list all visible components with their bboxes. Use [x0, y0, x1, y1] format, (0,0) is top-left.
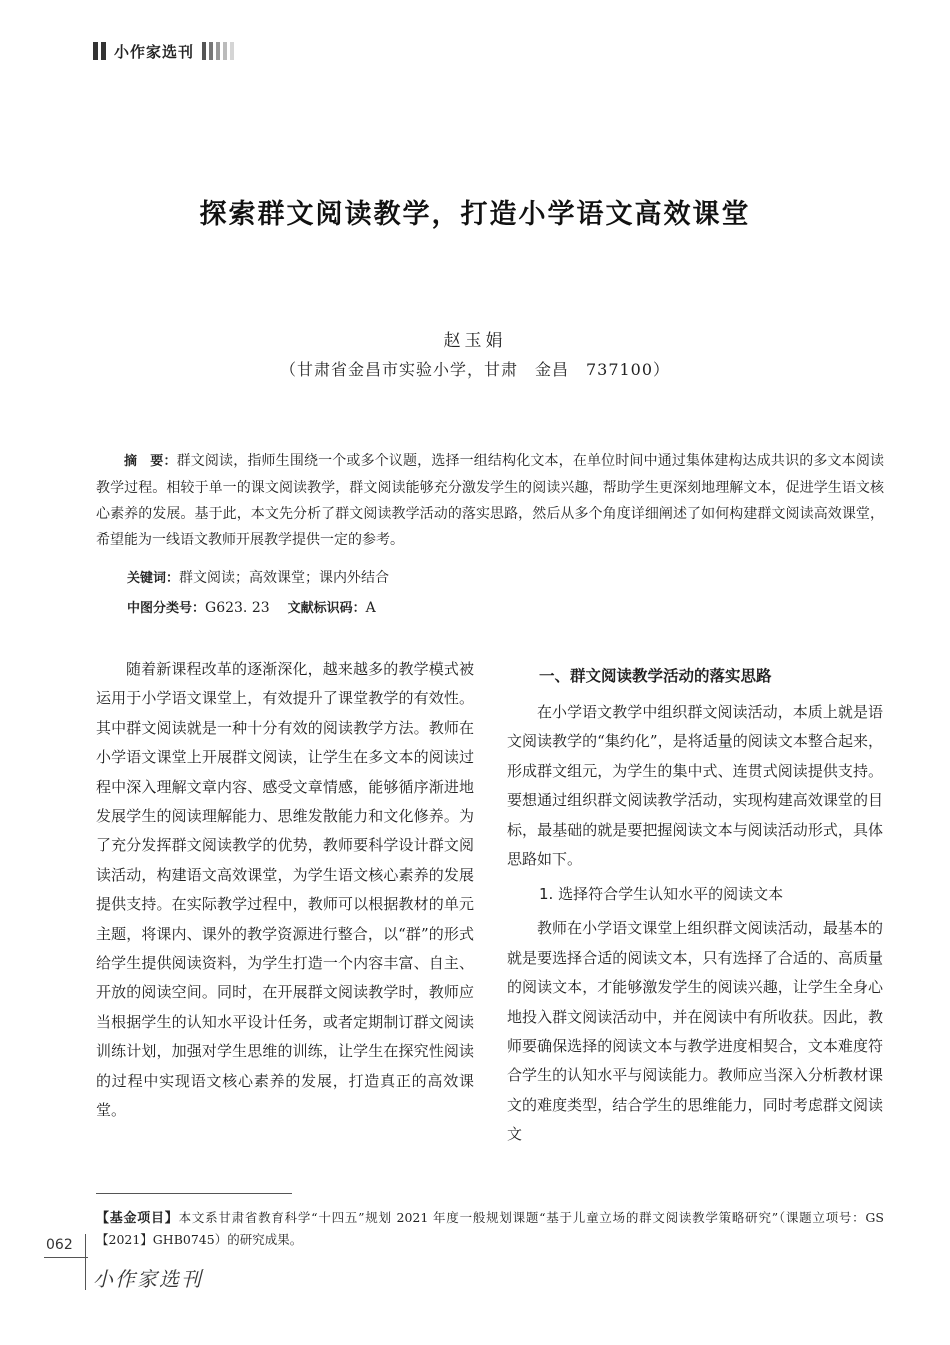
keywords-label: 关键词：	[127, 571, 180, 586]
page-number-rule	[44, 1257, 88, 1258]
abstract-text: 群文阅读，指师生围绕一个或多个议题，选择一组结构化文本，在单位时间中通过集体建构达成共识的多文本阅读教学过程。相较于单一的课文阅读教学，群文阅读能够充分激发学生的阅读兴趣，帮助学生更深刻地理解文本，促进学生语文核心素养的发展。基于此，本文先分析了群文阅读教学活动的落实思路，然后从多个角度详细阐述了如何构建群文阅读高效课堂，希望能为一线语文教师开展教学提供一定的参考。	[96, 453, 884, 548]
journal-name: 小作家选刊	[114, 42, 195, 61]
clc-value: G623. 23	[205, 600, 270, 616]
fund-label: 【基金项目】	[96, 1211, 179, 1226]
section-heading: 一、群文阅读教学活动的落实思路	[539, 667, 772, 685]
doc-code-value: A	[365, 600, 376, 616]
author-affiliation: （甘肃省金昌市实验小学，甘肃 金昌 737100）	[279, 360, 671, 379]
author-name: 赵玉娟	[443, 331, 507, 351]
subsection-heading: 1. 选择符合学生认知水平的阅读文本	[539, 885, 784, 904]
footer-logo: 小作家选刊	[93, 1267, 203, 1291]
keywords	[127, 567, 389, 587]
footer-vertical-rule	[85, 1234, 86, 1290]
footnote-rule	[96, 1193, 292, 1194]
body-right-column	[507, 662, 883, 1150]
subsection-paragraph: 教师在小学语文课堂上组织群文阅读活动，最基本的就是要选择合适的阅读文本，只有选择了合适的、高质量的阅读文本，才能够激发学生的阅读兴趣，让学生全身心地投入群文阅读活动中，并在阅读中有所收获。因此，教师要确保选择的阅读文本与教学进度相契合，文本难度符合学生的认知水平与阅读能力。教师应当深入分析教材课文的难度类型，结合学生的思维能力，同时考虑群文阅读文	[507, 919, 883, 1144]
page-number: 062	[46, 1237, 73, 1253]
abstract-label: 摘 要：	[124, 454, 177, 469]
abstract	[96, 448, 884, 553]
body-left-column	[96, 655, 474, 1126]
header-block-mark	[93, 42, 98, 60]
classification-line	[127, 597, 376, 616]
article-title: 探索群文阅读教学，打造小学语文高效课堂	[199, 199, 751, 230]
running-header	[93, 40, 237, 62]
header-block-mark	[101, 42, 106, 60]
fund-footnote	[96, 1207, 884, 1250]
intro-paragraph: 随着新课程改革的逐渐深化，越来越多的教学模式被运用于小学语文课堂上，有效提升了课堂教学的有效性。其中群文阅读就是一种十分有效的阅读教学方法。教师在小学语文课堂上开展群文阅读，让学生在多文本的阅读过程中深入理解文章内容、感受文章情感，能够循序渐进地发展学生的阅读理解能力、思维发散能力和文化修养。为了充分发挥群文阅读教学的优势，教师要科学设计群文阅读活动，构建语文高效课堂，为学生语文核心素养的发展提供支持。在实际教学过程中，教师可以根据教材的单元主题，将课内、课外的教学资源进行整合，以“群”的形式给学生提供阅读资料，为学生打造一个内容丰富、自主、开放的阅读空间。同时，在开展群文阅读教学时，教师应当根据学生的认知水平设计任务，或者定期制订群文阅读训练计划，加强对学生思维的训练，让学生在探究性阅读的过程中实现语文核心素养的发展，打造真正的高效课堂。	[96, 660, 474, 1120]
doc-code-label: 文献标识码：	[287, 601, 366, 616]
keywords-text: 群文阅读；高效课堂；课内外结合	[179, 570, 390, 586]
header-gradient-bars	[202, 42, 237, 60]
fund-text: 本文系甘肃省教育科学“十四五”规划 2021 年度一般规划课题“基于儿童立场的群文阅读教学策略研究”（课题立项号：GS【2021】GHB0745）的研究成果。	[96, 1210, 884, 1247]
section-paragraph: 在小学语文教学中组织群文阅读活动，本质上就是语文阅读教学的“集约化”，是将适量的阅读文本整合起来，形成群文组元，为学生的集中式、连贯式阅读提供支持。要想通过组织群文阅读教学活动，实现构建高效课堂的目标，最基础的就是要把握阅读文本与阅读活动形式，具体思路如下。	[507, 703, 883, 869]
clc-label: 中图分类号：	[127, 601, 206, 616]
